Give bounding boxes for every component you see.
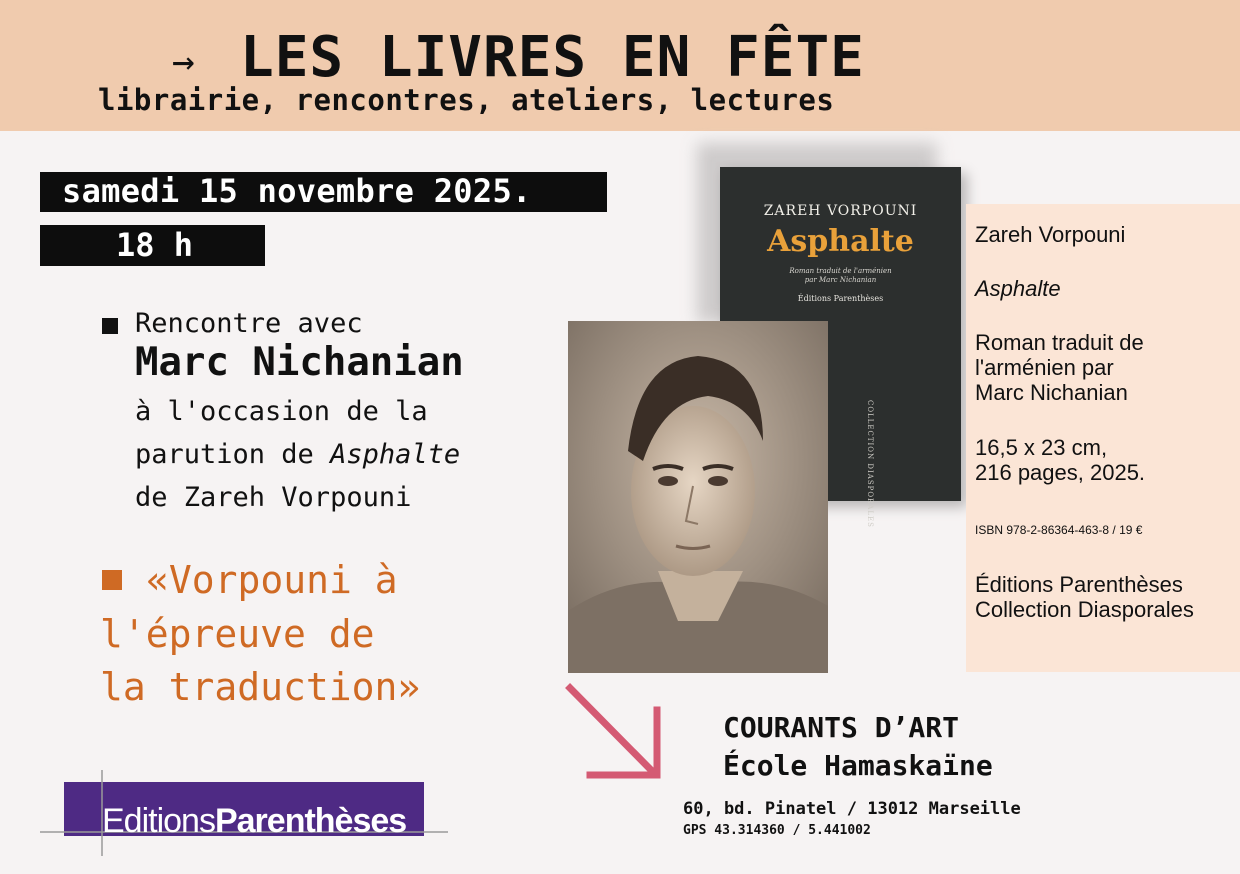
info-title: Asphalte — [975, 276, 1061, 301]
venue-address: 60, bd. Pinatel / 13012 Marseille — [683, 799, 1021, 819]
author-portrait — [568, 321, 828, 673]
info-desc-1: Roman traduit de — [975, 330, 1144, 355]
cover-subtitle-1: Roman traduit de l'arménien — [789, 267, 892, 275]
cover-publisher: Éditions Parenthèses — [797, 294, 884, 303]
header-subtitle: librairie, rencontres, ateliers, lectures — [98, 83, 835, 117]
info-publisher-1: Éditions Parenthèses — [975, 572, 1183, 597]
portrait-image — [568, 321, 828, 673]
speaker-name: Marc Nichanian — [135, 340, 464, 385]
occasion-line-2 — [135, 441, 460, 468]
talk-title-line-3: la traduction» — [100, 665, 421, 709]
bullet-square-icon — [102, 318, 118, 334]
cover-title: Asphalte — [767, 224, 914, 259]
cover-collection: COLLECTION DIASPORALES — [866, 400, 874, 528]
info-format-2: 216 pages, 2025. — [975, 460, 1146, 485]
event-time: 18 h — [116, 226, 194, 264]
cover-subtitle-2: par Marc Nichanian — [804, 276, 877, 285]
info-author: Zareh Vorpouni — [975, 222, 1126, 247]
event-date: samedi 15 novembre 2025. — [62, 172, 532, 210]
cover-author: ZAREH VORPOUNI — [763, 203, 918, 219]
venue-school: École Hamaskaïne — [723, 749, 993, 782]
editions-parentheses-logo — [38, 768, 450, 858]
occasion-book-title: Asphalte — [330, 439, 461, 470]
logo-part-1: Editions — [102, 802, 215, 840]
info-format — [975, 435, 1145, 485]
venue-name: COURANTS D’ART — [723, 711, 960, 744]
info-format-1: 16,5 x 23 cm, — [975, 435, 1108, 460]
info-isbn: ISBN 978-2-86364-463-8 / 19 € — [975, 523, 1143, 537]
header-title: LES LIVRES EN FÊTE — [240, 25, 865, 90]
info-desc-3: Marc Nichanian — [975, 380, 1128, 405]
rencontre-intro: Rencontre avec — [135, 308, 363, 339]
occasion-line-3: de Zareh Vorpouni — [135, 482, 412, 513]
info-publisher — [975, 572, 1194, 622]
occasion-prefix: parution de — [135, 439, 331, 470]
cover-subtitle — [720, 267, 961, 285]
logo-text — [102, 802, 406, 840]
talk-title-line-1: «Vorpouni à — [146, 558, 398, 602]
logo-part-2: Parenthèses — [214, 802, 407, 840]
info-desc-2: l'arménien par — [975, 355, 1114, 380]
info-description — [975, 330, 1144, 405]
arrow-down-right-icon — [560, 680, 670, 785]
header-arrow-icon: → — [172, 39, 195, 83]
info-publisher-2: Collection Diasporales — [975, 597, 1194, 622]
occasion-line-1: à l'occasion de la — [135, 396, 428, 427]
venue-gps: GPS 43.314360 / 5.441002 — [683, 823, 871, 838]
orange-bullet-icon — [102, 570, 122, 590]
talk-title-line-2: l'épreuve de — [100, 612, 375, 656]
